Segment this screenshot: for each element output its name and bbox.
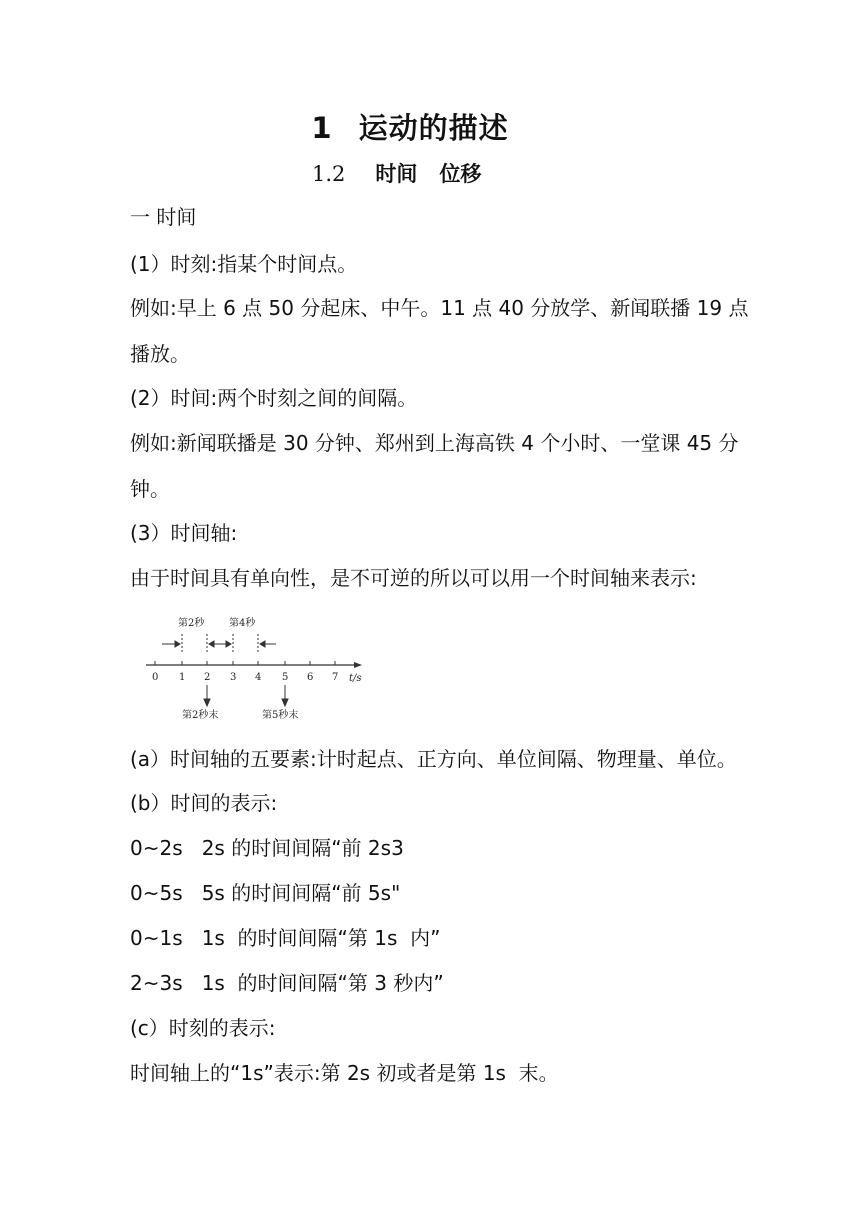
paragraph-line: (c）时刻的表示:	[130, 1016, 276, 1040]
chapter-number: 1	[311, 111, 333, 145]
tick-label-7: 7	[332, 672, 339, 683]
label-end-of-second-2: 第2秒末	[182, 710, 219, 721]
chapter-title	[0, 106, 820, 147]
section-title	[312, 158, 481, 188]
paragraph-line: 例如:新闻联播是 30 分钟、郑州到上海高铁 4 个小时、一堂课 45 分	[130, 431, 739, 455]
down-arrows	[204, 685, 288, 706]
axis-arrowhead	[354, 662, 362, 668]
paragraph-line: 0~1s 1s 的时间间隔“第 1s 内”	[130, 926, 441, 950]
paragraph-line: 例如:早上 6 点 50 分起床、中午。11 点 40 分放学、新闻联播 19 点	[130, 296, 749, 320]
paragraph-line: (b）时间的表示:	[130, 791, 278, 815]
paragraph-line: 由于时间具有单向性，是不可逆的所以可以用一个时间轴来表示:	[130, 566, 697, 590]
label-second-2: 第2秒	[178, 618, 205, 629]
tick-label-5: 5	[282, 672, 289, 683]
paragraph-line: (3）时间轴:	[130, 521, 238, 545]
section-word-2: 位移	[439, 162, 482, 186]
paragraph-line: (2）时间:两个时刻之间的间隔。	[130, 386, 418, 410]
paragraph-line: 0~2s 2s 的时间间隔“前 2s3	[130, 836, 404, 860]
tick-label-2: 2	[204, 672, 211, 683]
paragraph-line: 播放。	[130, 342, 190, 366]
label-second-4: 第4秒	[229, 618, 256, 629]
paragraph-line: 钟。	[130, 477, 170, 501]
paragraph-line: 时间轴上的“1s”表示:第 2s 初或者是第 1s 末。	[130, 1061, 559, 1085]
axis-unit-label: t/s	[349, 673, 362, 684]
tick-label-3: 3	[230, 672, 237, 683]
label-end-of-second-5: 第5秒末	[262, 710, 299, 721]
paragraph-line: (1）时刻:指某个时间点。	[130, 252, 358, 276]
section-number: 1.2	[312, 162, 346, 186]
chapter-title-text: 运动的描述	[358, 111, 509, 145]
paragraph-line: (a）时间轴的五要素:计时起点、正方向、单位间隔、物理量、单位。	[130, 747, 737, 771]
tick-labels	[152, 672, 362, 684]
paragraph-line: 0~5s 5s 的时间间隔“前 5s"	[130, 881, 401, 905]
paragraph-line: 2~3s 1s 的时间间隔“第 3 秒内”	[130, 971, 444, 995]
tick-label-1: 1	[179, 672, 186, 683]
section-word-1: 时间	[375, 162, 418, 186]
tick-label-6: 6	[307, 672, 314, 683]
tick-label-4: 4	[255, 672, 262, 683]
interval-arrows	[162, 641, 276, 647]
timeline-diagram	[140, 608, 380, 728]
tick-label-0: 0	[152, 672, 159, 683]
heading-time: 一 时间	[130, 205, 197, 229]
